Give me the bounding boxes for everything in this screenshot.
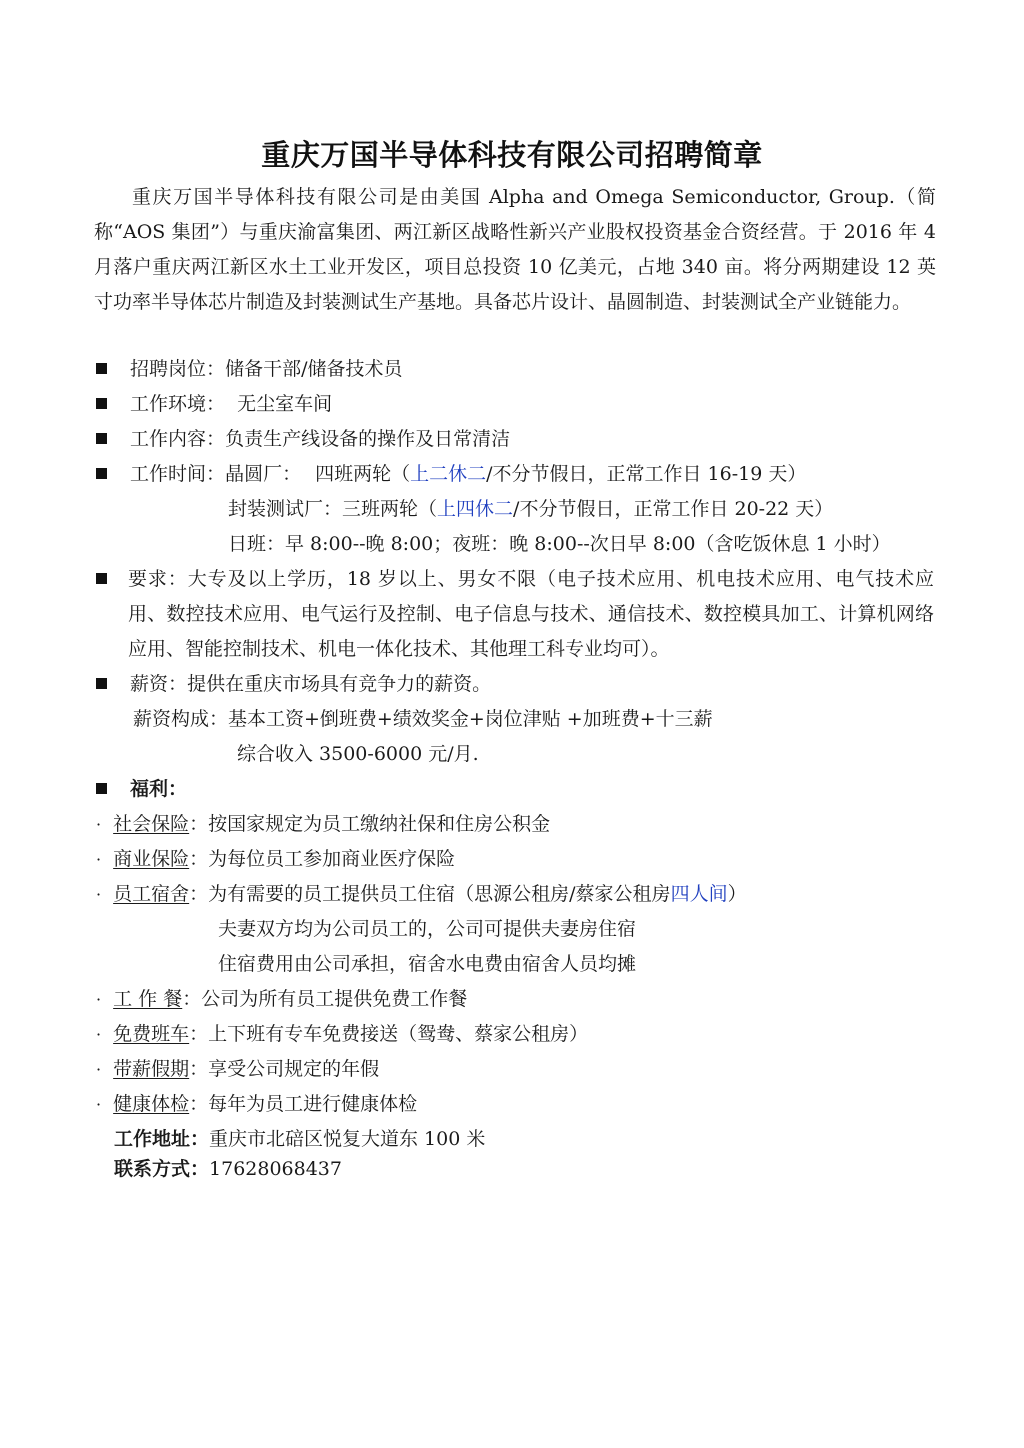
benefit-leave-value: ：享受公司规定的年假 bbox=[189, 1058, 380, 1080]
salary-structure: 薪资构成：基本工资+倒班费+绩效奖金+岗位津贴 +加班费+十三薪 bbox=[133, 708, 713, 730]
package-schedule-post: /不分节假日，正常工作日 20-22 天） bbox=[513, 498, 834, 520]
dot-bullet-icon: · bbox=[96, 815, 102, 834]
benefit-meal-value: ：公司为所有员工提供免费工作餐 bbox=[182, 988, 468, 1010]
requirements-bullet bbox=[96, 562, 107, 597]
position-row bbox=[96, 352, 402, 387]
benefits-heading: 福利： bbox=[130, 778, 188, 800]
hours-row bbox=[96, 457, 806, 492]
benefit-leave-label: 带薪假期 bbox=[113, 1058, 190, 1080]
benefit-leave bbox=[96, 1052, 379, 1087]
benefit-meal bbox=[96, 982, 467, 1017]
requirements-value: 大专及以上学历，18 岁以上、男女不限（电子技术应用、机电技术应用、电气技术应用、数控技术应用、电气运行及控制、电子信息与技术、通信技术、数控模具加工、计算机网络应用、智能控制技术、机电一体化技术、其他理工科专业均可）。 bbox=[128, 568, 934, 660]
content-row bbox=[96, 422, 510, 457]
environment-row bbox=[96, 387, 332, 422]
benefit-commercial bbox=[96, 842, 455, 877]
square-bullet-icon bbox=[96, 678, 107, 689]
square-bullet-icon bbox=[96, 433, 107, 444]
dot-bullet-icon: · bbox=[96, 990, 102, 1009]
benefit-dorm-value-pre: ：为有需要的员工提供员工住宿（思源公租房/蔡家公租房 bbox=[189, 883, 671, 905]
shift-row: 日班：早 8:00--晚 8:00；夜班：晚 8:00--次日早 8:00（含吃饭休息 1 小时） bbox=[228, 533, 891, 555]
benefit-commercial-label: 商业保险 bbox=[113, 848, 190, 870]
square-bullet-icon bbox=[96, 573, 107, 584]
salary-row bbox=[96, 667, 491, 702]
benefit-dorm-line2: 夫妻双方均为公司员工的，公司可提供夫妻房住宿 bbox=[218, 918, 637, 940]
benefit-dorm bbox=[96, 877, 747, 912]
address-value: 重庆市北碚区悦复大道东 100 米 bbox=[209, 1128, 486, 1150]
benefit-dorm-value-link: 四人间 bbox=[670, 883, 728, 905]
wafer-schedule-link: 上二休二 bbox=[410, 463, 487, 485]
benefit-meal-label: 工 作 餐 bbox=[113, 988, 183, 1010]
hours-label: 工作时间： bbox=[130, 463, 226, 485]
environment-value: 无尘室车间 bbox=[237, 393, 333, 415]
contact-label: 联系方式： bbox=[114, 1158, 210, 1180]
benefit-checkup bbox=[96, 1087, 417, 1122]
benefit-social bbox=[96, 807, 550, 842]
salary-value: 提供在重庆市场具有竞争力的薪资。 bbox=[187, 673, 492, 695]
contact-value: 17628068437 bbox=[209, 1158, 342, 1180]
contact-row bbox=[114, 1152, 342, 1187]
package-schedule-pre: 三班两轮（ bbox=[342, 498, 438, 520]
address-label: 工作地址： bbox=[114, 1128, 210, 1150]
wafer-schedule-post: /不分节假日，正常工作日 16-19 天） bbox=[486, 463, 807, 485]
salary-total: 综合收入 3500-6000 元/月. bbox=[237, 743, 479, 765]
position-value: 储备干部/储备技术员 bbox=[225, 358, 403, 380]
dot-bullet-icon: · bbox=[96, 850, 102, 869]
content-value: 负责生产线设备的操作及日常清洁 bbox=[225, 428, 511, 450]
benefit-bus-label: 免费班车 bbox=[113, 1023, 190, 1045]
square-bullet-icon bbox=[96, 398, 107, 409]
dot-bullet-icon: · bbox=[96, 1025, 102, 1044]
dot-bullet-icon: · bbox=[96, 885, 102, 904]
wafer-schedule-pre: 四班两轮（ bbox=[315, 463, 411, 485]
benefit-social-label: 社会保险 bbox=[113, 813, 190, 835]
benefit-checkup-value: ：每年为员工进行健康体检 bbox=[189, 1093, 418, 1115]
company-intro: 重庆万国半导体科技有限公司是由美国 Alpha and Omega Semiconductor, Group.（简称“AOS 集团”）与重庆渝富集团、两江新区战略性新兴产业股权投资基金合资经营。于 2016 年 4 月落户重庆两江新区水土工业开发区，项目总投资 10 亿美元，占地 340 亩。将分两期建设 12 英寸功率半导体芯片制造及封装测试生产基地。具备芯片设计、晶圆制造、封装测试全产业链能力。 bbox=[94, 186, 936, 313]
benefit-dorm-value-post: ） bbox=[727, 883, 747, 905]
package-schedule-link: 上四休二 bbox=[437, 498, 514, 520]
environment-label: 工作环境： bbox=[130, 393, 226, 415]
benefit-bus bbox=[96, 1017, 588, 1052]
benefit-commercial-value: ：为每位员工参加商业医疗保险 bbox=[189, 848, 456, 870]
salary-label: 薪资： bbox=[130, 673, 188, 695]
package-label: 封装测试厂： bbox=[228, 498, 343, 520]
square-bullet-icon bbox=[96, 783, 107, 794]
content-label: 工作内容： bbox=[130, 428, 226, 450]
requirements-label: 要求： bbox=[128, 568, 188, 590]
benefits-heading-row bbox=[96, 772, 187, 807]
page-title: 重庆万国半导体科技有限公司招聘简章 bbox=[261, 138, 763, 172]
benefit-dorm-line3: 住宿费用由公司承担，宿舍水电费由宿舍人员均摊 bbox=[218, 953, 637, 975]
dot-bullet-icon: · bbox=[96, 1060, 102, 1079]
square-bullet-icon bbox=[96, 363, 107, 374]
benefit-bus-value: ：上下班有专车免费接送（鸳鸯、蔡家公租房） bbox=[189, 1023, 589, 1045]
benefit-dorm-label: 员工宿舍 bbox=[113, 883, 190, 905]
dot-bullet-icon: · bbox=[96, 1095, 102, 1114]
position-label: 招聘岗位： bbox=[130, 358, 226, 380]
wafer-label: 晶圆厂： bbox=[225, 463, 302, 485]
benefit-checkup-label: 健康体检 bbox=[113, 1093, 190, 1115]
benefit-social-value: ：按国家规定为员工缴纳社保和住房公积金 bbox=[189, 813, 551, 835]
square-bullet-icon bbox=[96, 468, 107, 479]
package-row bbox=[228, 492, 833, 527]
requirements-text bbox=[128, 562, 934, 667]
